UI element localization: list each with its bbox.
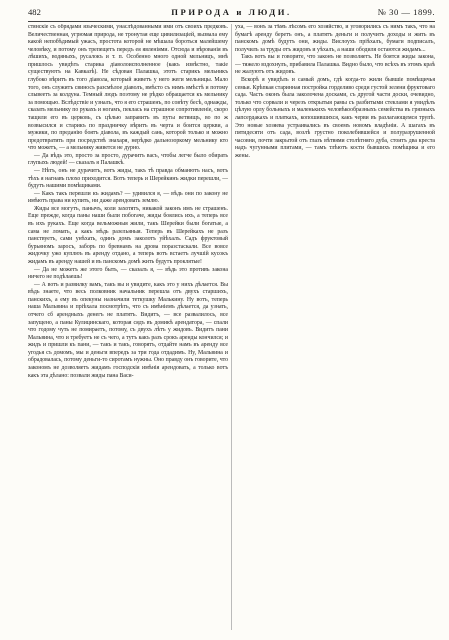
paragraph: Вскорѣ я увидѣлъ и самый домъ, гдѣ когда-то жили бывшіе помѣщичья семьи. Крѣпкая старинная постройка горделиво среди густой зелени фруктоваго сада. Часть оконъ была заколочена досками, съ другой части доски, очевидно, только что сорвали и черезъ открытыя рамы съ разбитыми стеклами я увидѣлъ цѣлую орлу больныхъ и маленькихъ человѣкообразныхъ семейства въ грязныхъ лапсердакахъ и платкахъ, копошившихся, какъ черви въ разлагающемся трупѣ. Это новые хозяева устраивались въ своемъ новомъ владѣніи. А шагахъ въ пятидесяти отъ сада, возлѣ грустно поколебившейся и полуразрушенной часовни, почти закрытой отъ глазъ вѣтвями столѣтняго дуба, стоитъ два креста надъ чугунными плитами, — тамъ тлѣютъ кости бывшихъ помѣщика и его жены. xyxy=(235,77,435,159)
right-column xyxy=(235,24,435,630)
column-divider xyxy=(231,24,232,630)
paragraph: — Да вѣдь это, просто за просто, дурачитъ васъ, чтобы легче было обирать глупыхъ людей! — сказалъ я Палашкѣ. xyxy=(28,152,228,167)
journal-title: ПРИРОДА и ЛЮДИ. xyxy=(171,7,292,17)
header-rule xyxy=(28,21,435,22)
left-column xyxy=(28,24,228,630)
page-number: 482 xyxy=(28,7,41,17)
page-header xyxy=(28,6,435,19)
paragraph: Такъ вотъ вы и говорите, что законъ не позволяетъ. Не боятся жиды закона, — тяжело вздохнулъ, прибавила Палашка. Видно было, что всѣхъ въ этомъ краѣ не жалуютъ отъ жидовъ. xyxy=(235,54,435,76)
paragraph: — Нѣтъ, онъ не дурачитъ, вотъ жиды, такъ тѣ правда обманютъ насъ, вотъ тѣхъ я нагнавъ плохо приходится. Вотъ теперь и Шерейкинъ жидки перешли, — будутъ нашими помѣщиками. xyxy=(28,167,228,190)
paragraph: стянскіе съ обрядами языческими, унаслѣдованными ими отъ своихъ предковъ. Величественная, угрюмая природа, не тронутая еще цивилизаціей, вызвала ему какой непобѣдимый ужасъ, простота которой не мѣшала бороться малейшему человѣку, и потому онъ трепещетъ передъ ея явленіями. Отсюда и вѣрованія въ лѣшихъ, водяныхъ, русалокъ и т. п. Особенно много одной мельницъ, мнѣ пришлось увидѣть старика діаволоисполненное (какъ извѣстно, такіе существуютъ на Кавказѣ). Не сѣдовая Палашка, этотъ старикъ мельникъ глубоко вѣритъ въ того діавола, который живетъ у него жеги мельницы. Мало того, онъ служитъ свиносъ разсмѣлое діаволъ, вмѣсто съ нимъ вмѣстѣ и потому слывеетъ за колдуна. Темный людъ поэтому не рѣдко обращается къ мельнику за помощью. Вслѣдствіе и узналъ, что я его страшенъ, по совѣту бесѣ, однажды, сказать мельнику по рукахъ и ногамъ, пеклась на страшное сопротивленіе, скоро тащили его въ церковь, съ цѣлью заправитъ въ путы ветвищъ, во по ж возвысился и старикъ по праздничку вѣритъ въ черта и боится церкви, а мужики, по преданію боятъ діавола, въ каждый сань, которой только и можно предотвратить при посредствѣ знахаря, нерѣдко дальнозоркому мельнику кто что можетъ, — а мельнику живется не дурно. xyxy=(28,24,228,152)
paragraph: — А вотъ и развилку вамъ, такъ вы и увидите, какъ это у нихъ дѣлается. Вы вѣдь знаете, что весь полковник начальник перешла отъ двухъ старшихъ, панскихъ, а ему въ опекуны назначили теткушку Малькину. Ну вотъ, теперь наша Мальвина и пріѣхала посмотрѣть, что съ имѣніемъ дѣлается, да узнать, отчего сб арендныхъ денегъ не платятъ. Видитъ, — все развалилось, все запущено, а паны Кулицинскаго, которая сядъ въ домикѣ арендатора, — спали что годому чуть не помираетъ, потому, съ двухъ лѣтъ у жидовъ. Видитъ пани Мальвина, что и требуетъ не съ чего, а тутъ какъ разъ срокъ аренды кончился; и жидъ и пришли къ пани, — такъ и такъ, говорятъ, отдайте намъ въ аренду все угодья съ домомъ, мы и деньги впередъ за три года отдадимъ. Ну, Мальвина и обрадовалась, потому деньги-то сиротамъ нужны. Оно правду онъ говорите, что закономъ не дозволяетъ жидамъ господскія имѣнія арендовать, а только вотъ какъ эта дѣлано: позвали жиды пана Васи- xyxy=(28,281,228,379)
paragraph: Жиды все могутъ, панычъ, коли захотятъ, никакой законъ имъ не страшенъ. Еще прежде, когда паны наши были побогаче, жиды боялись ихъ, а теперь все въ ихъ рукахъ. Еще когда вельможныя жили, такъ Шерейки были богатые, а сама не ломать, а какъ мѣдь разельяныя. Теперь въ Шерейкахъ не разъ панствуетъ, сами унѣхать, одинъ домъ заколотъ уйѣхалъ. Садъ фруктовый бурьяномъ заросъ, заборъ по бревнамъ на дрова поразстаскали. Все вовсе жидочку ужо куплюъ въ аренду отдано, а теперь вотъ встаетъ лучшій кусокъ жидамъ въ аренду нашей и въ панскомъ домѣ жить будутъ проклятые! xyxy=(28,205,228,265)
paragraph: — Какъ такъ перешли къ жидамъ? — удивился я, — вѣдь они по закону не имѣютъ права ни купить, ни даже арендовать землю. xyxy=(28,190,228,205)
issue-number: № 30 — 1899. xyxy=(377,7,435,17)
paragraph: — Да не можетъ же этого быть, — сказалъ я, — вѣдь это противъ закона ничего не подѣлаешь! xyxy=(28,266,228,281)
paragraph: уха, — вонъ за тѣмъ лѣсомъ его хозяйство, и уговорились съ нимъ такъ, что на бумагѣ аренду беретъ онъ, а платятъ деньги и получитъ доходы и жить въ панскомъ домѣ будутъ они, жиды. Вислоухъ пріѣхалъ, бумаги подписалъ, получилъ за труды отъ жидовъ и уѣхалъ, а наши ободиля остаются жидамъ... xyxy=(235,24,435,53)
